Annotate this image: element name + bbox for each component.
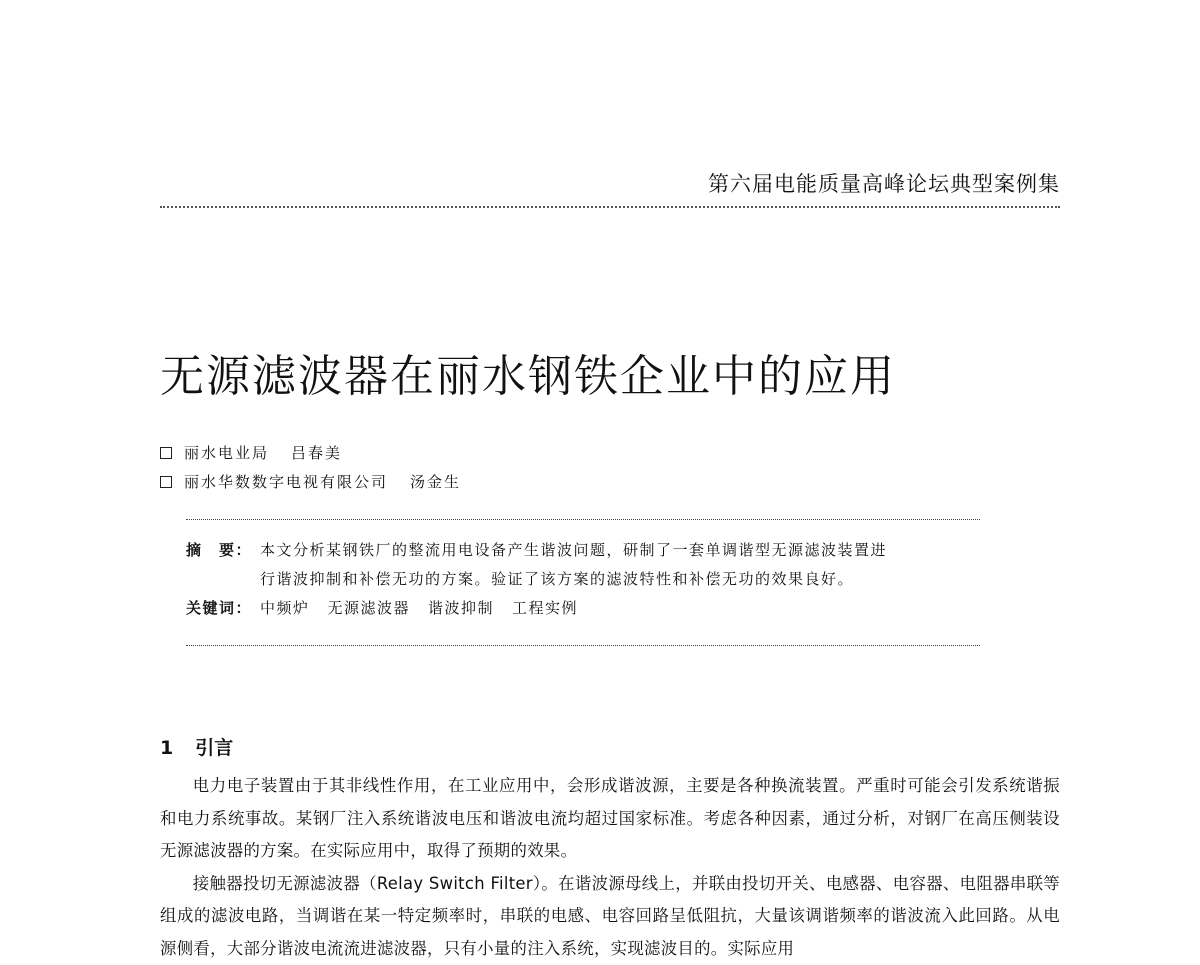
header-divider	[160, 206, 1060, 208]
abstract-bottom-divider	[186, 645, 980, 646]
running-header: 第六届电能质量高峰论坛典型案例集	[708, 168, 1060, 198]
section-title: 引言	[195, 737, 233, 759]
paragraph: 接触器投切无源滤波器（Relay Switch Filter）。在谐波源母线上，并联由投切开关、电感器、电容器、电阻器串联等组成的滤波电路，当调谐在某一特定频率时，串联的电感、电容回路呈低阻抗，大量该调谐频率的谐波流入此回路。从电源侧看，大部分谐波电流流进滤波器，只有小量的注入系统，实现滤波目的。实际应用	[160, 868, 1060, 965]
article-title: 无源滤波器在丽水钢铁企业中的应用	[160, 340, 896, 404]
section-body	[160, 770, 1060, 965]
author-line-1	[160, 442, 342, 463]
author-affiliation: 丽水电业局	[184, 442, 269, 463]
abstract-text-1: 本文分析某钢铁厂的整流用电设备产生谐波问题，研制了一套单调谐型无源滤波装置进	[260, 541, 887, 559]
section-number: 1	[160, 737, 173, 759]
keywords-label: 关键词：	[186, 594, 260, 623]
keyword: 工程实例	[512, 599, 578, 617]
author-line-2	[160, 471, 461, 492]
keyword: 谐波抑制	[428, 599, 494, 617]
keyword: 中频炉	[260, 599, 310, 617]
author-affiliation: 丽水华数数字电视有限公司	[184, 471, 388, 492]
author-name: 汤金生	[410, 471, 461, 492]
abstract-label: 摘 要：	[186, 536, 260, 565]
keywords-row	[186, 594, 986, 623]
abstract-line-1	[186, 536, 986, 565]
paragraph: 电力电子装置由于其非线性作用，在工业应用中，会形成谐波源，主要是各种换流装置。严重时可能会引发系统谐振和电力系统事故。某钢厂注入系统谐波电压和谐波电流均超过国家标准。考虑各种因素，通过分析，对钢厂在高压侧装设无源滤波器的方案。在实际应用中，取得了预期的效果。	[160, 770, 1060, 868]
bullet-box-icon	[160, 447, 172, 459]
section-heading	[160, 733, 233, 760]
abstract-text-2: 行谐波抑制和补偿无功的方案。验证了该方案的滤波特性和补偿无功的效果良好。	[186, 565, 986, 594]
author-name: 吕春美	[291, 442, 342, 463]
keyword: 无源滤波器	[328, 599, 411, 617]
abstract-block	[186, 536, 986, 623]
abstract-top-divider	[186, 519, 980, 520]
bullet-box-icon	[160, 476, 172, 488]
